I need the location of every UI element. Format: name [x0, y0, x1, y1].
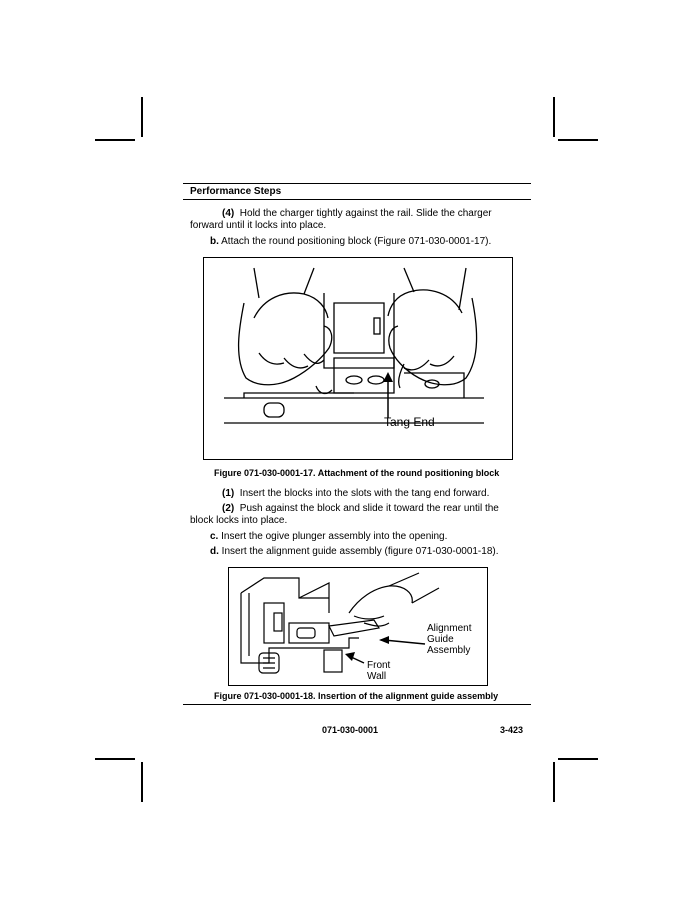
figure-18-callout-alignment-2: Guide — [427, 634, 454, 645]
figure-17-caption: Figure 071-030-0001-17. Attachment of the round positioning block — [214, 468, 500, 478]
figure-18-caption: Figure 071-030-0001-18. Insertion of the alignment guide assembly — [214, 691, 499, 701]
figure-18-illustration — [229, 568, 486, 684]
step-2-text: Push against the block and slide it toward the rear until the — [239, 503, 499, 514]
step-b — [210, 235, 491, 248]
step-b-letter: b. — [210, 236, 219, 247]
step-d-text: Insert the alignment guide assembly (figure 071-030-0001-18). — [221, 546, 499, 557]
step-b-text: Attach the round positioning block (Figure 071-030-0001-17). — [221, 236, 492, 247]
figure-18-callout-wall: Wall — [367, 671, 387, 682]
step-4-line2: forward until it locks into place. — [190, 220, 327, 231]
step-2-number: (2) — [222, 503, 235, 514]
step-c-letter: c. — [210, 531, 219, 542]
figure-18-callout-front: Front — [367, 660, 391, 671]
section-title: Performance Steps — [190, 186, 282, 197]
crop-mark-bottom-left-v — [141, 762, 143, 802]
step-c-text: Insert the ogive plunger assembly into the opening. — [221, 531, 448, 542]
step-1-number: (1) — [222, 488, 235, 499]
figure-18-callout-alignment-3: Assembly — [427, 645, 471, 656]
footer-page-number: 3-423 — [500, 725, 524, 735]
step-d-letter: d. — [210, 546, 219, 557]
crop-mark-top-right-h — [558, 139, 598, 141]
step-1-text: Insert the blocks into the slots with the tang end forward. — [239, 488, 490, 499]
step-c — [210, 530, 447, 543]
header-underline — [183, 199, 531, 200]
crop-mark-bottom-right-v — [553, 762, 555, 802]
step-1 — [222, 487, 489, 500]
crop-mark-top-left-v — [141, 97, 143, 137]
step-d — [210, 545, 499, 558]
crop-mark-top-left-h — [95, 139, 135, 141]
crop-mark-top-right-v — [553, 97, 555, 137]
crop-mark-bottom-right-h — [558, 758, 598, 760]
figure-17-callout-tang-end: Tang End — [384, 415, 435, 429]
figure-18-callout-alignment-1: Alignment — [427, 623, 472, 634]
step-4-text: Hold the charger tightly against the rail. Slide the charger — [239, 208, 492, 219]
footer-rule — [183, 704, 531, 705]
figure-18-frame — [228, 567, 488, 686]
crop-mark-bottom-left-h — [95, 758, 135, 760]
figure-17-frame — [203, 257, 513, 460]
header-rule — [183, 183, 531, 184]
footer-doc-number: 071-030-0001 — [322, 725, 379, 735]
step-4-number: (4) — [222, 208, 235, 219]
step-2-line2: block locks into place. — [190, 515, 288, 526]
figure-17-illustration — [204, 258, 511, 458]
